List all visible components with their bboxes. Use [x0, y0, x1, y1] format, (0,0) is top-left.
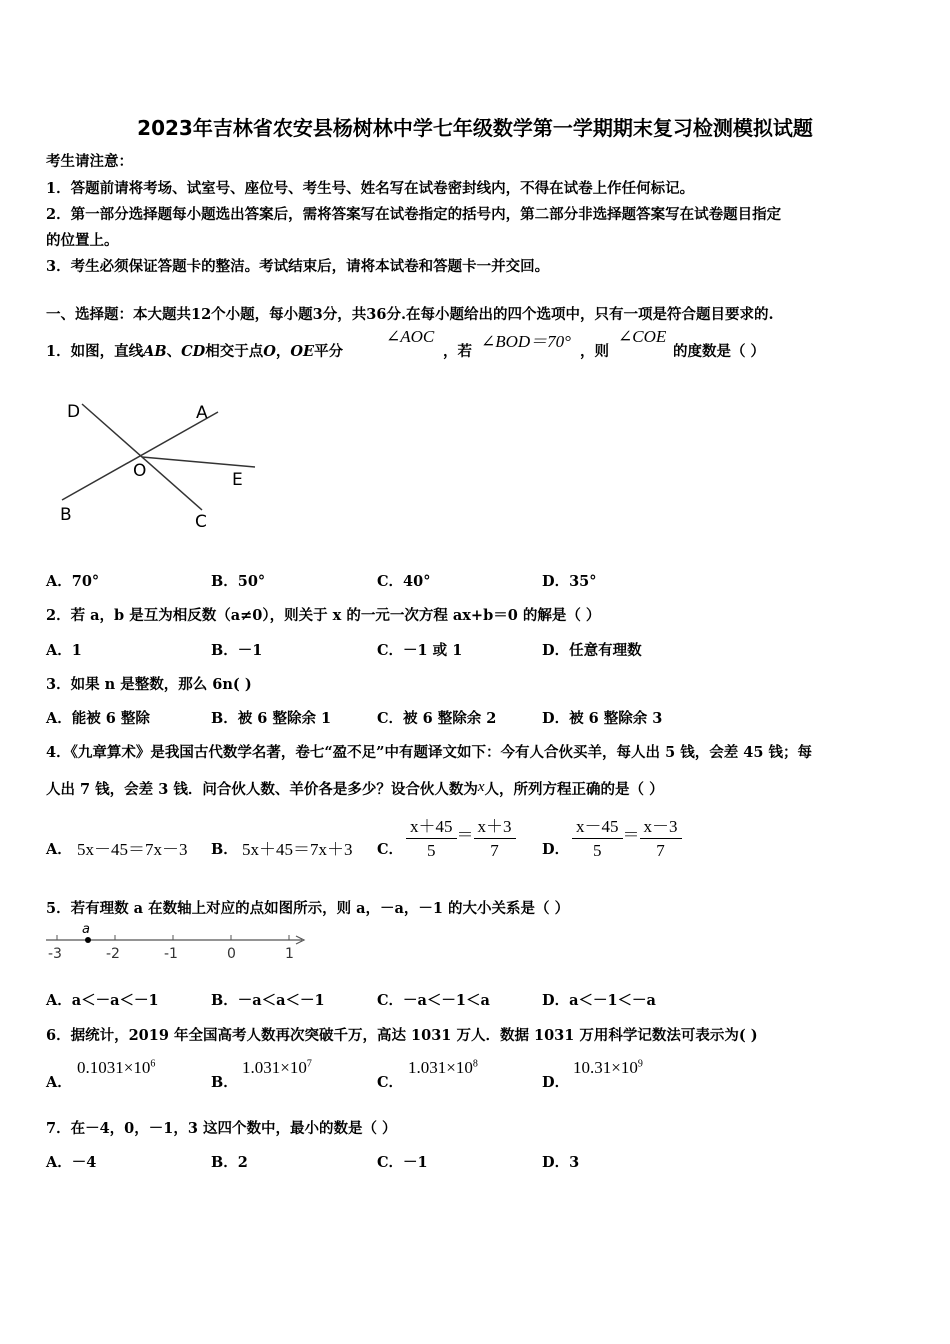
label-d: D [67, 402, 81, 422]
option-a: A．a＜－a＜－1 [46, 992, 159, 1009]
angle-aoc: ∠AOC [386, 327, 435, 346]
option-c: C．被 6 整除余 2 [377, 710, 497, 727]
option-c: C．－1 或 1 [377, 642, 463, 659]
angle-coe: ∠COE [618, 327, 667, 346]
section-heading: 一、选择题：本大题共12个小题，每小题3分，共36分.在每小题给出的四个选项中，只有一项是符合题目要求的. [46, 306, 774, 323]
notice-item: 3．考生必须保证答题卡的整洁。考试结束后，请将本试卷和答题卡一并交回。 [46, 258, 550, 275]
equation-a: 5x－45＝7x－3 [77, 840, 188, 859]
option-b: B．－a＜a＜－1 [211, 992, 325, 1009]
q1-text: ，若 [443, 343, 472, 360]
question-6-stem: 6．据统计，2019 年全国高考人数再次突破千万，高达 1031 万人．数据 1031 万用科学记数法可表示为( ) [46, 1027, 758, 1044]
label-a: A [196, 403, 208, 423]
notice-item: 的位置上。 [46, 232, 119, 249]
tick-label: 0 [227, 946, 236, 962]
option-d: D．被 6 整除余 3 [542, 710, 663, 727]
option-b-label: B． [211, 1074, 238, 1091]
q1-text: ，则 [580, 343, 609, 360]
q1-text: 的度数是（ ） [673, 343, 766, 360]
label-e: E [232, 470, 243, 490]
question-7-stem: 7．在－4，0，－1，3 这四个数中，最小的数是（ ） [46, 1120, 397, 1137]
value-b: $1.031\times 10^7$ [242, 1058, 312, 1077]
option-d: D．a＜－1＜－a [542, 992, 656, 1009]
question-2-stem: 2．若 a，b 是互为相反数（a≠0），则关于 x 的一元一次方程 ax+b＝0 的解是（ ） [46, 607, 601, 624]
option-b: B．50° [211, 573, 266, 590]
question-1-stem: 1．如图，直线AB、CD相交于点O，OE平分 [46, 343, 344, 360]
option-d: D．35° [542, 573, 597, 590]
tick-label: -1 [164, 946, 178, 962]
option-b: B．－1 [211, 642, 263, 659]
ray-oe [142, 457, 255, 467]
option-d-label: D． [542, 841, 570, 858]
option-a: A．能被 6 整除 [46, 710, 150, 727]
equation-c: $\frac{x+45}{5}$ ＝ $\frac{x+3}{7}$ [406, 812, 516, 861]
option-d: D．3 [542, 1154, 580, 1171]
option-a-label: A． [46, 1074, 72, 1091]
option-c: C．40° [377, 573, 431, 590]
option-a: A．1 [46, 642, 82, 659]
number-line [44, 922, 314, 967]
option-c-label: C． [377, 841, 404, 858]
question-4-line1: 4．《九章算术》是我国古代数学名著，卷七“盈不足”中有题译文如下：今有人合伙买羊，每人出 5 钱，会差 45 钱；每 [46, 744, 812, 761]
line-ab [62, 412, 218, 500]
angle-bod: ∠BOD＝70° [481, 332, 571, 351]
page-title: 2023年吉林省农安县杨树林中学七年级数学第一学期期末复习检测模拟试题 [137, 116, 813, 140]
value-c: $1.031\times 10^8$ [408, 1058, 478, 1077]
option-b: B．2 [211, 1154, 248, 1171]
notice-heading: 考生请注意： [46, 153, 133, 170]
q1-figure [50, 392, 270, 537]
label-c: C [195, 512, 207, 532]
equation-d: $\frac{x-45}{5}$ ＝ $\frac{x-3}{7}$ [572, 812, 682, 861]
option-d-label: D． [542, 1074, 570, 1091]
value-a: $0.1031\times 10^6$ [77, 1058, 156, 1077]
option-a: A．－4 [46, 1154, 97, 1171]
tick-label: -2 [106, 946, 120, 962]
label-o: O [133, 461, 147, 481]
tick-label: -3 [48, 946, 62, 962]
option-a: A．70° [46, 573, 100, 590]
option-a-label: A． [46, 841, 72, 858]
notice-item: 2．第一部分选择题每小题选出答案后，需将答案写在试卷指定的括号内，第二部分非选择题答案写在试卷题目指定 [46, 206, 782, 223]
point-a-label: a [82, 922, 90, 937]
question-4-line2: 人出 7 钱，会差 3 钱．问合伙人数、羊价各是多少？设合伙人数为x人，所列方程正确的是（ ） [46, 779, 664, 798]
label-b: B [60, 505, 72, 525]
option-b: B．被 6 整除余 1 [211, 710, 332, 727]
notice-item: 1．答题前请将考场、试室号、座位号、考生号、姓名写在试卷密封线内，不得在试卷上作任何标记。 [46, 180, 695, 197]
question-3-stem: 3．如果 n 是整数，那么 6n( ) [46, 676, 252, 693]
equation-b: 5x＋45＝7x＋3 [242, 840, 353, 859]
question-5-stem: 5．若有理数 a 在数轴上对应的点如图所示，则 a，－a，－1 的大小关系是（ ） [46, 900, 570, 917]
tick-label: 1 [285, 946, 294, 962]
option-c: C．－1 [377, 1154, 428, 1171]
option-d: D．任意有理数 [542, 642, 642, 659]
point-a [85, 937, 91, 943]
option-c: C．－a＜－1＜a [377, 992, 490, 1009]
option-b-label: B． [211, 841, 238, 858]
option-c-label: C． [377, 1074, 404, 1091]
value-d: $10.31\times 10^9$ [573, 1058, 643, 1077]
